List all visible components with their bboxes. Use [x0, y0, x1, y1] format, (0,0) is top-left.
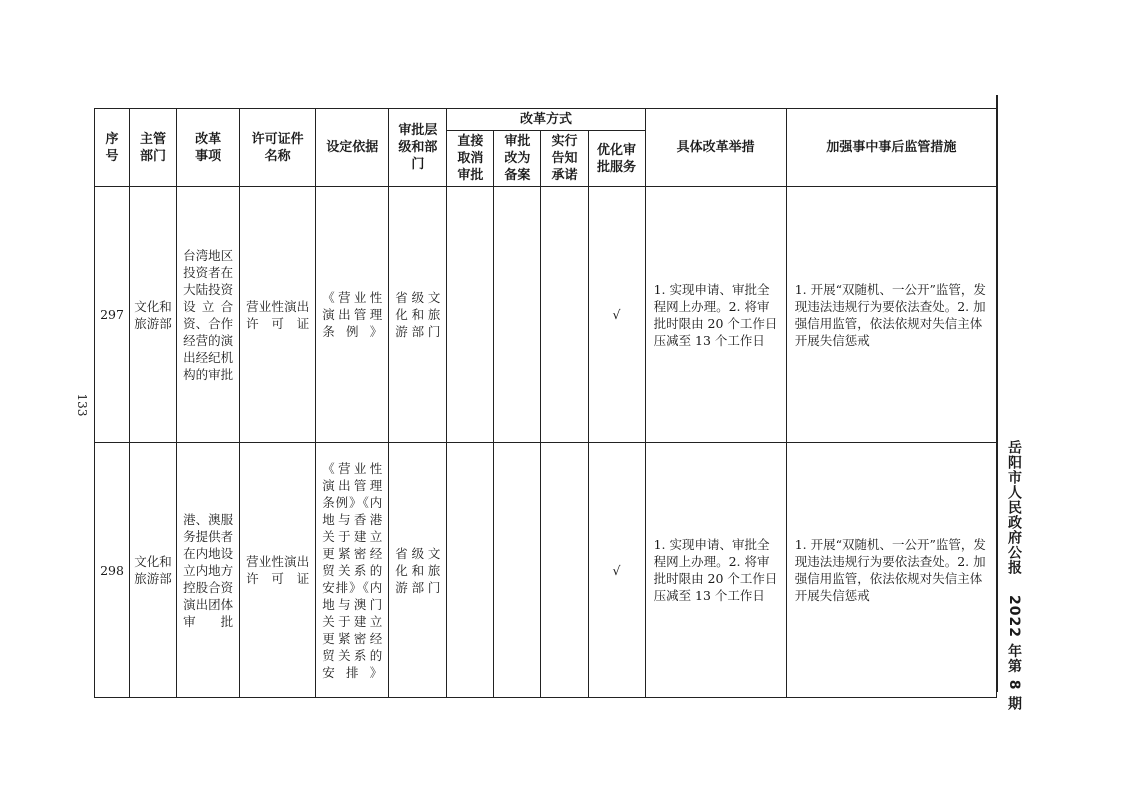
cell-measures: 1. 实现申请、审批全程网上办理。2. 将审批时限由 20 个工作日压减至 13 个工作日: [645, 443, 786, 698]
header-basis: 设定依据: [316, 109, 389, 187]
cell-dept: 文化和旅游部: [130, 443, 177, 698]
page-number: 133: [75, 393, 89, 417]
cell-item: 港、澳服务提供者在内地设立内地方控股合资演出团体审批: [177, 443, 240, 698]
header-measures: 具体改革举措: [645, 109, 786, 187]
header-dept: 主管 部门: [130, 109, 177, 187]
cell-level: 省级文化和旅游部门: [389, 443, 447, 698]
header-seq: 序 号: [95, 109, 130, 187]
cell-measures: 1. 实现申请、审批全程网上办理。2. 将审批时限由 20 个工作日压减至 13 个工作日: [645, 187, 786, 443]
cell-filing: [494, 443, 541, 698]
journal-issue: 2022 年第 8 期: [1006, 594, 1022, 712]
cell-cancel: [447, 443, 494, 698]
cell-optimize-check: √: [588, 187, 645, 443]
cell-seq: 297: [95, 187, 130, 443]
header-supervision: 加强事中事后监管措施: [786, 109, 996, 187]
header-notify: 实行 告知 承诺: [541, 131, 588, 187]
header-filing: 审批 改为 备案: [494, 131, 541, 187]
header-license: 许可证件 名称: [240, 109, 316, 187]
table-row: [95, 443, 997, 698]
cell-dept: 文化和旅游部: [130, 187, 177, 443]
reform-table: [94, 108, 997, 698]
cell-license: 营业性演出许可证: [240, 187, 316, 443]
cell-basis: 《营业性演出管理条例》: [316, 187, 389, 443]
header-optimize: 优化审 批服务: [588, 131, 645, 187]
journal-header: [1000, 440, 1024, 711]
cell-cancel: [447, 187, 494, 443]
cell-notify: [541, 187, 588, 443]
journal-title: 岳阳市人民政府公报: [1006, 440, 1022, 575]
table-row: [95, 187, 997, 443]
cell-supervision: 1. 开展“双随机、一公开”监管，发现违法违规行为要依法查处。2. 加强信用监管，依法依规对失信主体开展失信惩戒: [786, 187, 996, 443]
header-cancel: 直接 取消 审批: [447, 131, 494, 187]
cell-filing: [494, 187, 541, 443]
cell-supervision: 1. 开展“双随机、一公开”监管，发现违法违规行为要依法查处。2. 加强信用监管，依法依规对失信主体开展失信惩戒: [786, 443, 996, 698]
cell-optimize-check: √: [588, 443, 645, 698]
cell-license: 营业性演出许可证: [240, 443, 316, 698]
header-item: 改革 事项: [177, 109, 240, 187]
header-row-top: [95, 109, 997, 131]
header-reform-mode: 改革方式: [447, 109, 645, 131]
cell-notify: [541, 443, 588, 698]
cell-basis: 《营业性演出管理条例》《内地与香港关于建立更紧密经贸关系的安排》《内地与澳门关于建立更紧密经贸关系的安排》: [316, 443, 389, 698]
header-level: 审批层 级和部 门: [389, 109, 447, 187]
cell-seq: 298: [95, 443, 130, 698]
cell-level: 省级文化和旅游部门: [389, 187, 447, 443]
cell-item: 台湾地区投资者在大陆投资设立合资、合作经营的演出经纪机构的审批: [177, 187, 240, 443]
